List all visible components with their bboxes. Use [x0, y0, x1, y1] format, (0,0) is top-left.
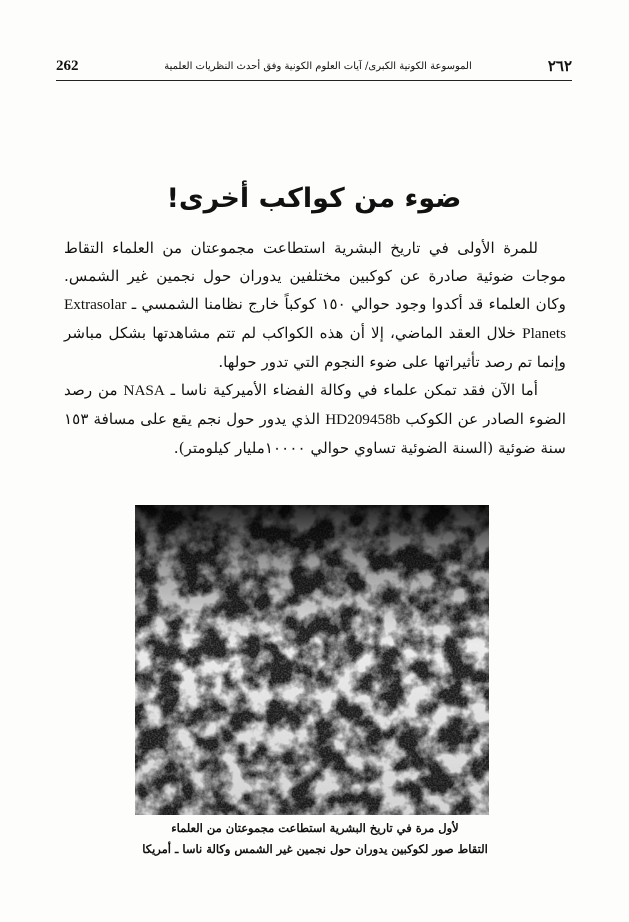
- page-number-arabic: ٢٦٢: [547, 57, 572, 75]
- term-nasa: NASA: [123, 382, 165, 399]
- paragraph-2: [64, 376, 566, 462]
- paragraph-2-text-c: الذي يدور حول نجم يقع على مسافة ١٥٣ سنة ضوئية (السنة الضوئية تساوي حوالي ١٠٠٠٠مليار كيلومتر).: [64, 410, 566, 457]
- paragraph-1-text-b: خلال العقد الماضي، إلا أن هذه الكواكب لم تتم مشاهدتها بشكل مباشر وإنما تم رصد تأثيراتها على ضوء النجوم التي تدور حولها.: [64, 324, 566, 371]
- term-extrasolar-planets: Extrasolar Planets: [64, 296, 566, 342]
- caption-line-2: التقاط صور لكوكبين يدوران حول نجمين غير الشمس وكالة ناسا ـ أمريكا: [142, 842, 488, 856]
- figure-caption: [90, 818, 540, 860]
- page-number-latin: 262: [56, 58, 79, 74]
- term-planet-id: HD209458b: [325, 411, 401, 428]
- planet-photo: [135, 505, 489, 815]
- paragraph-2-text-b: من رصد الضوء الصادر عن الكوكب: [64, 381, 567, 428]
- paragraph-2-text-a: أما الآن فقد تمكن علماء في وكالة الفضاء الأميركية ناسا ـ: [164, 381, 538, 399]
- article-body: [64, 234, 566, 462]
- paragraph-1-text-a: للمرة الأولى في تاريخ البشرية استطاعت مجموعتان من العلماء التقاط موجات ضوئية صادرة عن كوكبين مختلفين يدوران حول نجمين غير الشمس. وكان العلماء قد أكدوا وجود حوالي ١٥٠ كوكباً خارج نظامنا الشمسي ـ: [64, 239, 566, 313]
- article-title: ضوء من كواكب أخرى!: [166, 183, 462, 214]
- running-title: الموسوعة الكونية الكبرى/ آيات العلوم الكونية وفق أحدث النظريات العلمية: [164, 61, 472, 72]
- paragraph-1: [64, 234, 566, 376]
- planet-photo-image: [135, 505, 489, 815]
- page-header: [56, 58, 572, 81]
- caption-line-1: لأول مرة في تاريخ البشرية استطاعت مجموعتان من العلماء: [171, 821, 459, 835]
